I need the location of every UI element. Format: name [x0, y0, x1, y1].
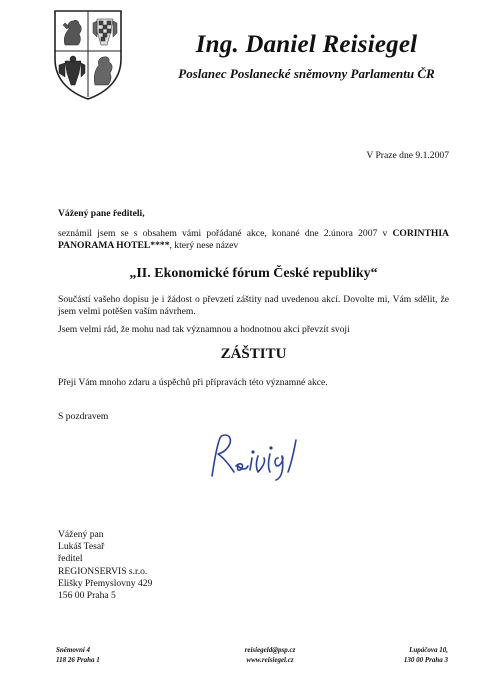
- footer-left-line1: Sněmovní 4: [56, 646, 91, 654]
- footer-email: reisiegeld@psp.cz: [244, 646, 296, 654]
- recipient-name: Lukáš Tesař: [58, 541, 105, 553]
- paragraph-intro-text-after: , který nese název: [169, 240, 239, 251]
- paragraph-wishes: Přeji Vám mnoho zdaru a úspěchů při přípravách této významné akce.: [58, 377, 328, 388]
- venue-name: CORINTHIA PANORAMA HOTEL****: [58, 228, 449, 251]
- footer-right-line2: 130 00 Praha 3: [403, 656, 448, 664]
- recipient-street: Elišky Přemyslovny 429: [58, 577, 153, 589]
- recipient-company: REGIONSERVIS s.r.o.: [58, 565, 148, 577]
- footer-left-line2: 118 26 Praha 1: [56, 656, 100, 664]
- footer-contacts: [220, 645, 320, 665]
- paragraph-request: Součástí vašeho dopisu je i žádost o převzetí záštity nad uvedenou akcí. Dovolte mi, Vám sdělit, že jsem velmi potěšen vaším návrhem.: [58, 294, 449, 317]
- paragraph-intro: [58, 228, 449, 252]
- sender-name: Ing. Daniel Reisiegel: [195, 31, 418, 58]
- footer-parliament-address: [56, 645, 100, 665]
- event-title: „II. Ekonomické fórum České republiky“: [129, 266, 378, 281]
- date-line: V Praze dne 9.1.2007: [366, 150, 449, 161]
- paragraph-acceptance: Jsem velmi rád, že mohu nad tak významnou a hodnotnou akcí převzít svoji: [58, 324, 350, 335]
- footer-office-address: [404, 645, 448, 665]
- salutation: Vážený pane řediteli,: [58, 208, 145, 219]
- patronage-heading: ZÁŠTITU: [220, 346, 287, 362]
- paragraph-intro-text-before: seznámil jsem se s obsahem vámi pořádané akce, konané dne 2.února 2007 v: [58, 228, 393, 239]
- footer-website: www.reisiegel.cz: [246, 656, 294, 664]
- footer-right-line1: Lupáčova 10,: [409, 646, 448, 654]
- recipient-position: ředitel: [58, 553, 83, 565]
- closing-greeting: S pozdravem: [58, 411, 109, 422]
- czech-coat-of-arms-icon: [51, 7, 125, 101]
- handwritten-signature: [200, 428, 330, 483]
- recipient-greeting: Vážený pan: [58, 529, 104, 540]
- recipient-city: 156 00 Praha 5: [58, 590, 116, 602]
- recipient-address: [58, 529, 152, 602]
- sender-title: Poslanec Poslanecké sněmovny Parlamentu ČR: [178, 66, 435, 81]
